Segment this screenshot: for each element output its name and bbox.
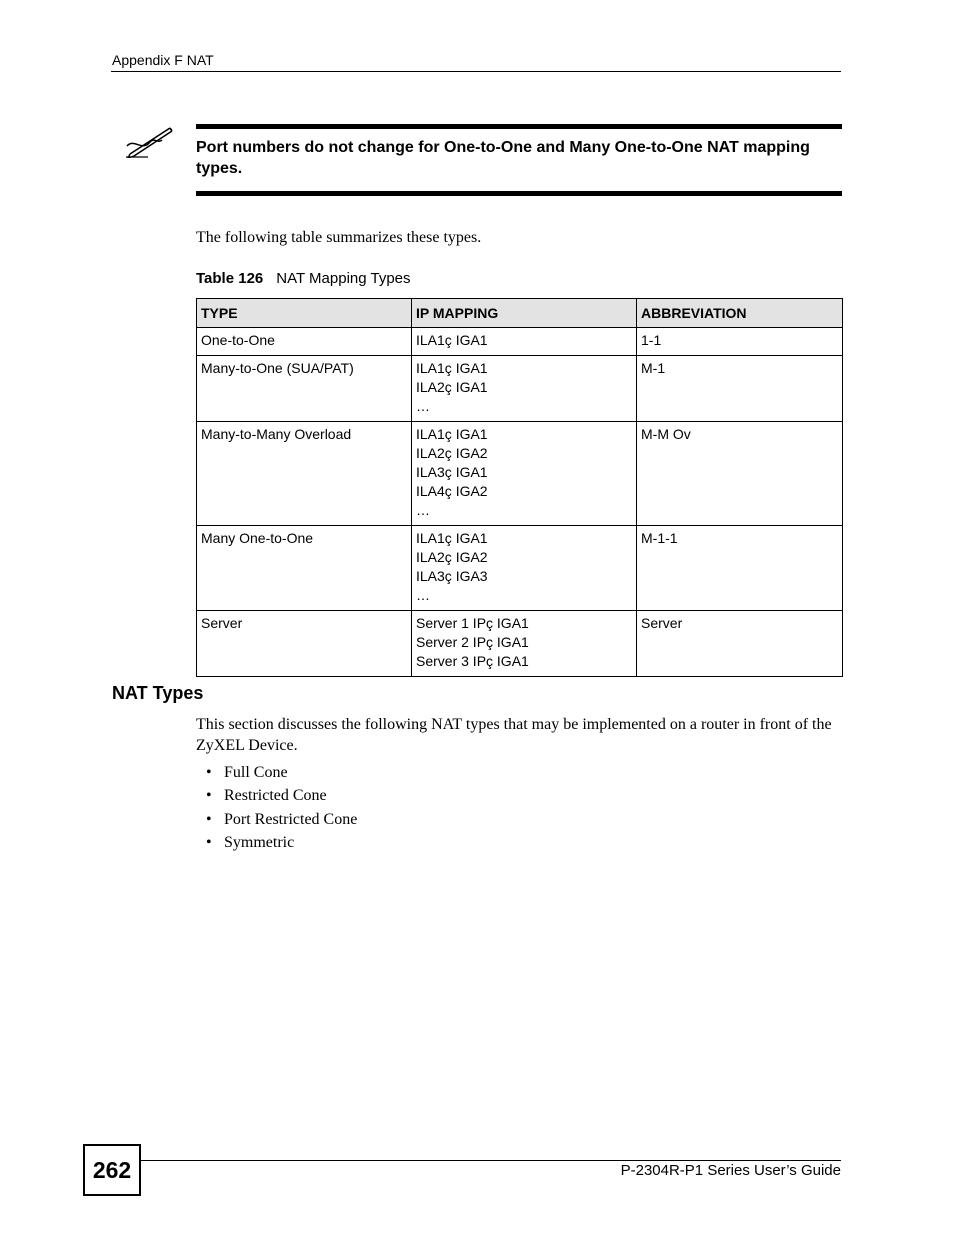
table-caption-title: NAT Mapping Types xyxy=(276,270,411,287)
bullet-icon: • xyxy=(206,833,212,851)
cell-abbreviation: M-1 xyxy=(637,356,843,422)
cell-type: Many One-to-One xyxy=(197,526,412,611)
section-paragraph: This section discusses the following NAT types that may be implemented on a router in front of the ZyXEL Device. xyxy=(196,716,832,754)
cell-abbreviation: M-M Ov xyxy=(637,422,843,526)
mapping-line: ILA1ç IGA1 xyxy=(416,530,488,546)
header-rule xyxy=(111,71,841,72)
mapping-line: ILA2ç IGA2 xyxy=(416,445,488,461)
cell-ip-mapping xyxy=(412,356,637,422)
header-ip-mapping: IP MAPPING xyxy=(412,299,637,328)
cell-abbreviation: Server xyxy=(637,611,843,677)
note-rule-top xyxy=(196,124,842,129)
cell-ip-mapping xyxy=(412,422,637,526)
mapping-line: ILA1ç IGA1 xyxy=(416,360,488,376)
list-item-label: Port Restricted Cone xyxy=(224,810,358,828)
table-caption xyxy=(196,270,411,287)
mapping-line: Server 2 IPç IGA1 xyxy=(416,634,529,650)
list-item-label: Full Cone xyxy=(224,764,288,781)
cell-type: Many-to-Many Overload xyxy=(197,422,412,526)
mapping-line: … xyxy=(416,398,430,414)
header-abbreviation: ABBREVIATION xyxy=(637,299,843,328)
table-row xyxy=(197,328,843,356)
bullet-icon: • xyxy=(206,810,212,828)
nat-types-list xyxy=(206,763,357,856)
bullet-icon: • xyxy=(206,787,212,805)
mapping-line: ILA3ç IGA3 xyxy=(416,568,488,584)
cell-abbreviation: 1-1 xyxy=(637,328,843,356)
running-header: Appendix F NAT xyxy=(112,52,214,68)
table-row xyxy=(197,422,843,526)
list-item xyxy=(206,833,357,856)
cell-ip-mapping xyxy=(412,611,637,677)
mapping-line: ILA1ç IGA1 xyxy=(416,426,488,442)
mapping-line: ILA2ç IGA2 xyxy=(416,549,488,565)
list-item-label: Symmetric xyxy=(224,833,295,851)
mapping-line: ILA4ç IGA2 xyxy=(416,483,488,499)
mapping-line: Server 3 IPç IGA1 xyxy=(416,653,529,669)
bullet-icon: • xyxy=(206,764,212,781)
mapping-line: ILA3ç IGA1 xyxy=(416,464,488,480)
cell-type: Server xyxy=(197,611,412,677)
mapping-line: … xyxy=(416,502,430,518)
mapping-line: ILA1ç IGA1 xyxy=(416,332,488,348)
nat-mapping-table xyxy=(196,298,843,677)
cell-ip-mapping xyxy=(412,526,637,611)
intro-paragraph: The following table summarizes these types. xyxy=(196,229,482,246)
section-title: NAT Types xyxy=(112,683,204,703)
table-header-row xyxy=(197,299,843,328)
table-row xyxy=(197,356,843,422)
note-rule-bottom xyxy=(196,191,842,196)
list-item xyxy=(206,810,357,833)
list-item xyxy=(206,786,357,809)
table-row xyxy=(197,611,843,677)
note-text: Port numbers do not change for One-to-One and Many One-to-One NAT mapping types. xyxy=(196,139,810,177)
footer-rule xyxy=(141,1160,841,1161)
page-number: 262 xyxy=(83,1144,141,1196)
note-pen-icon xyxy=(124,122,174,158)
table-row xyxy=(197,526,843,611)
list-item-label: Restricted Cone xyxy=(224,787,327,805)
mapping-line: … xyxy=(416,587,430,603)
footer-guide-title: P-2304R-P1 Series User’s Guide xyxy=(620,1162,841,1179)
header-type: TYPE xyxy=(197,299,412,328)
cell-type: Many-to-One (SUA/PAT) xyxy=(197,356,412,422)
table-caption-label: Table 126 xyxy=(196,270,264,287)
cell-ip-mapping xyxy=(412,328,637,356)
cell-abbreviation: M-1-1 xyxy=(637,526,843,611)
list-item xyxy=(206,763,357,786)
mapping-line: Server 1 IPç IGA1 xyxy=(416,615,529,631)
mapping-line: ILA2ç IGA1 xyxy=(416,379,488,395)
cell-type: One-to-One xyxy=(197,328,412,356)
